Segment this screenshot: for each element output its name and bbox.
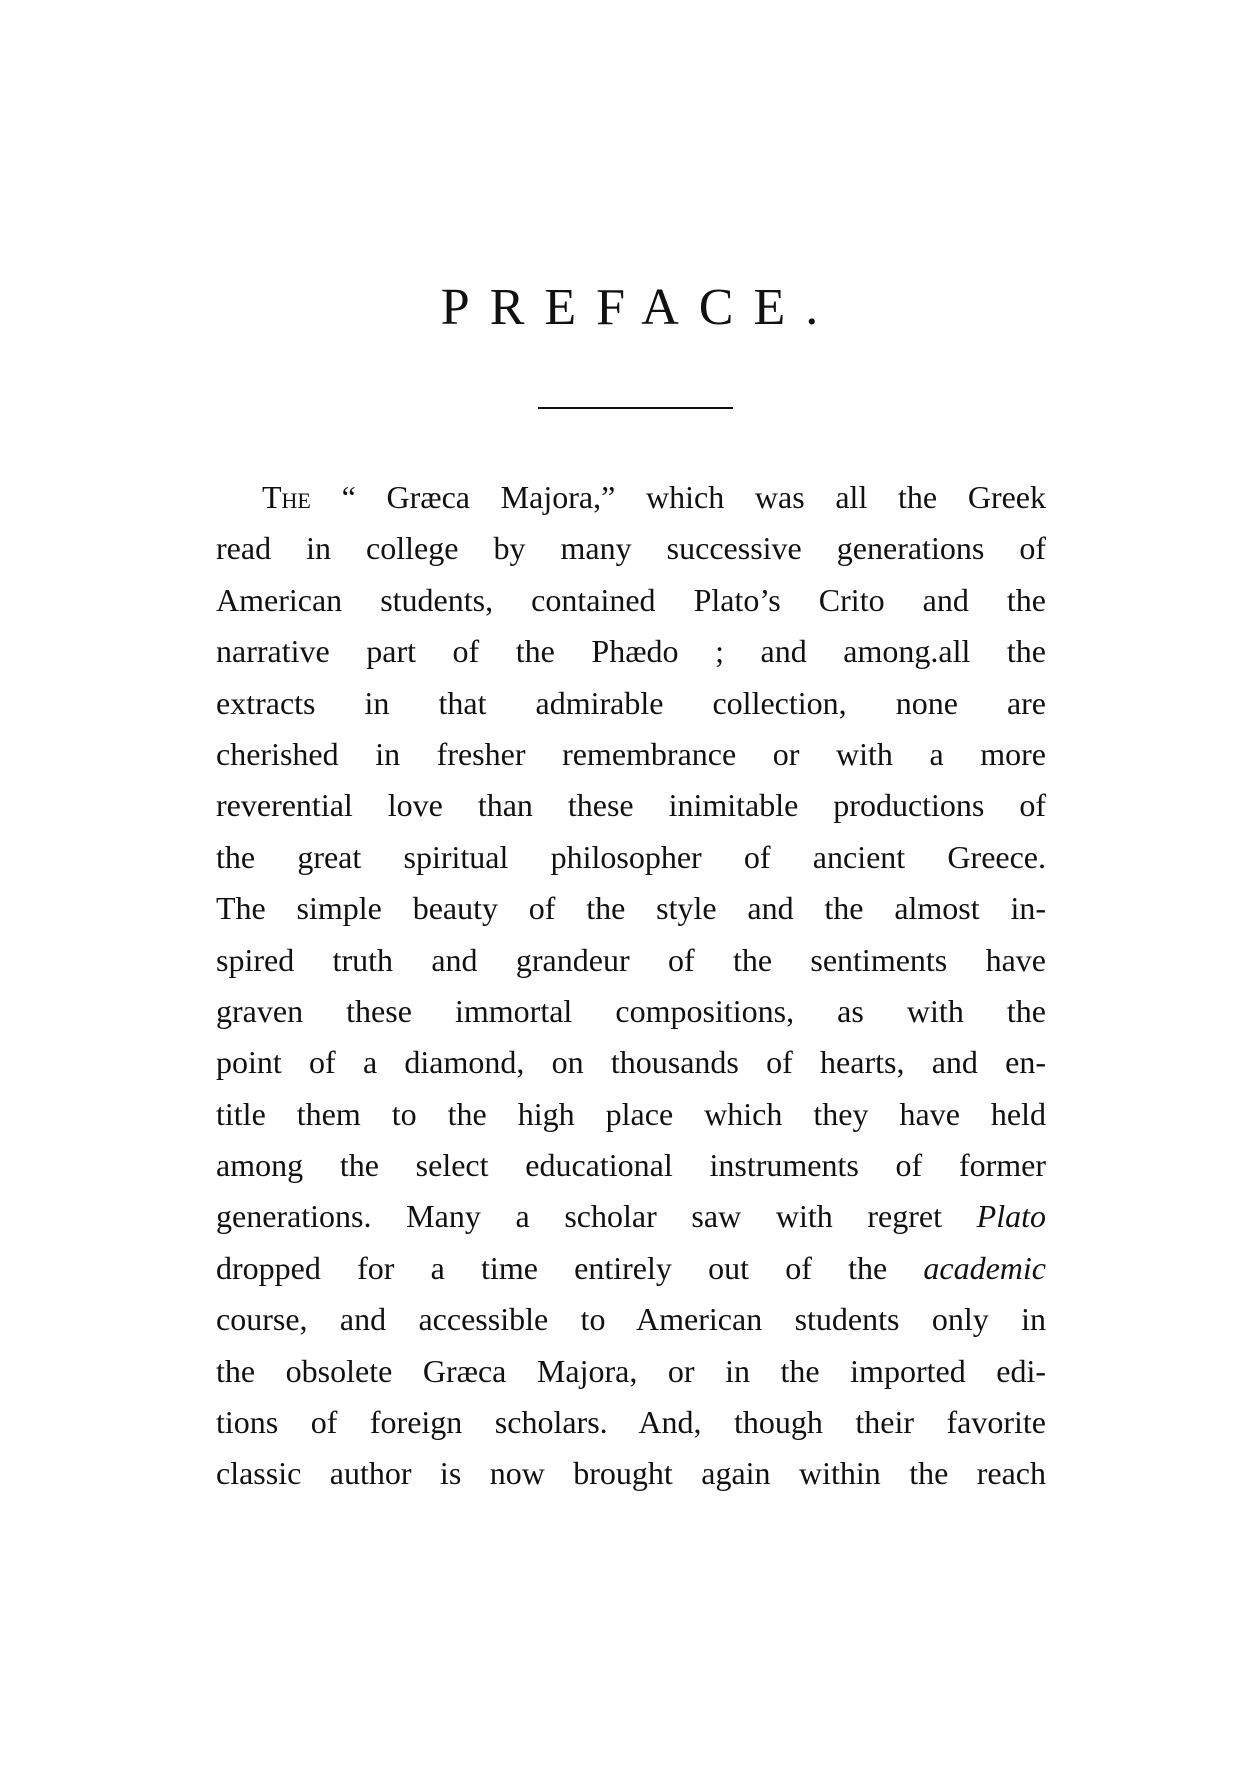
text-line: extracts in that admirable collection, none are	[216, 684, 1046, 721]
text-line: reverential love than these inimitable productions of	[216, 787, 1046, 824]
opening-word: The	[262, 479, 311, 515]
text-line: course, and accessible to American students only in	[216, 1301, 1046, 1338]
text-line: spired truth and grandeur of the sentiments have	[216, 941, 1046, 978]
preface-heading: PREFACE.	[440, 279, 839, 336]
italic-word: Plato	[976, 1198, 1046, 1235]
text-line: among the select educational instruments of former	[216, 1147, 1046, 1184]
text-line	[216, 1243, 1046, 1294]
heading-rule	[538, 407, 733, 409]
preface-body	[216, 472, 1046, 1500]
text-line: the obsolete Græca Majora, or in the imported edi-	[216, 1352, 1046, 1389]
text-line: classic author is now brought again within the reach	[216, 1455, 1046, 1492]
text-line-pre: dropped for a time entirely out of the	[216, 1249, 924, 1286]
text-line	[216, 472, 1046, 523]
italic-word: academic	[923, 1249, 1046, 1286]
text-line: title them to the high place which they have held	[216, 1095, 1046, 1132]
text-line: The simple beauty of the style and the almost in-	[216, 890, 1046, 927]
text-line-pre: generations. Many a scholar saw with regret	[216, 1198, 977, 1235]
text-line: graven these immortal compositions, as with the	[216, 992, 1046, 1029]
text-line: American students, contained Plato’s Crito and the	[216, 581, 1046, 618]
text-line	[216, 1191, 1046, 1242]
text-line: point of a diamond, on thousands of hearts, and en-	[216, 1044, 1046, 1081]
text-line: narrative part of the Phædo ; and among.all the	[216, 633, 1046, 670]
text-line-rest: “ Græca Majora,” which was all the Greek	[310, 479, 1046, 515]
text-line: the great spiritual philosopher of ancient Greece.	[216, 838, 1046, 875]
text-line: read in college by many successive generations of	[216, 530, 1046, 567]
text-line: tions of foreign scholars. And, though their favorite	[216, 1404, 1046, 1441]
text-line: cherished in fresher remembrance or with a more	[216, 735, 1046, 772]
